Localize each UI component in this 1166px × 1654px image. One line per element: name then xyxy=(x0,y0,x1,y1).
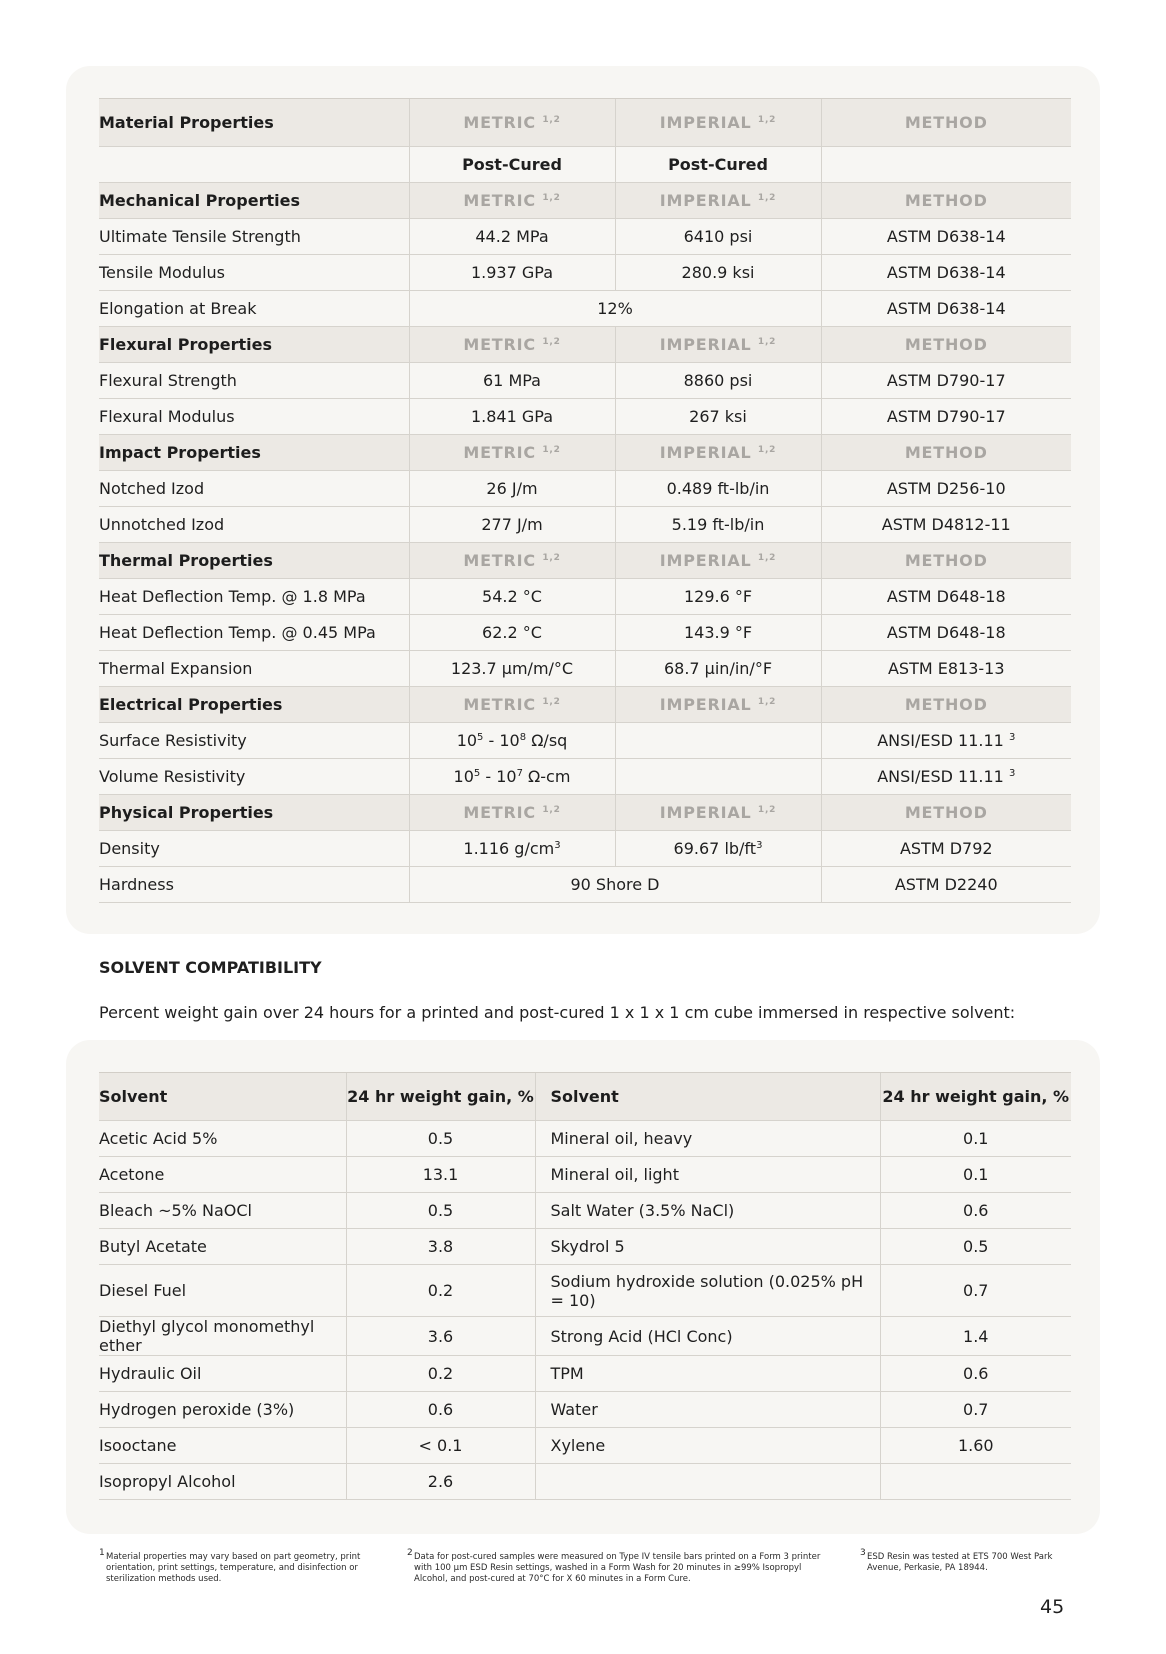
table-row: Elongation at Break 12% ASTM D638-14 xyxy=(99,291,1071,327)
table-row: Hydraulic Oil 0.2 TPM 0.6 xyxy=(99,1356,1071,1392)
table-row: Ultimate Tensile Strength 44.2 MPa 6410 psi ASTM D638-14 xyxy=(99,219,1071,255)
section-header-row: Physical Properties METRIC $^{1,2}$ IMPERIAL $^{1,2}$ METHOD xyxy=(99,795,1071,831)
section-title: Flexural Properties xyxy=(99,327,409,363)
gain-column-heading: 24 hr weight gain, % xyxy=(880,1073,1071,1121)
section-title: Physical Properties xyxy=(99,795,409,831)
solvent-compatibility-description: Percent weight gain over 24 hours for a printed and post-cured 1 x 1 x 1 cm cube immersed in respective solvent: xyxy=(99,1003,1016,1022)
post-cured-row xyxy=(99,147,1071,183)
table-row: Diethyl glycol monomethyl ether 3.6 Strong Acid (HCl Conc) 1.4 xyxy=(99,1317,1071,1356)
material-properties-heading: Material Properties xyxy=(99,99,409,147)
table-row: Hardness 90 Shore D ASTM D2240 xyxy=(99,867,1071,903)
table-row: Acetic Acid 5% 0.5 Mineral oil, heavy 0.1 xyxy=(99,1121,1071,1157)
table-row: Flexural Strength 61 MPa 8860 psi ASTM D790-17 xyxy=(99,363,1071,399)
table-row: Flexural Modulus 1.841 GPa 267 ksi ASTM D790-17 xyxy=(99,399,1071,435)
table-row: Hydrogen peroxide (3%) 0.6 Water 0.7 xyxy=(99,1392,1071,1428)
method-heading: METHOD xyxy=(821,99,1071,147)
table-row: Diesel Fuel 0.2 Sodium hydroxide solution (0.025% pH = 10) 0.7 xyxy=(99,1265,1071,1317)
section-header-row: Flexural Properties METRIC $^{1,2}$ IMPERIAL $^{1,2}$ METHOD xyxy=(99,327,1071,363)
table-header-row xyxy=(99,99,1071,147)
section-title: Mechanical Properties xyxy=(99,183,409,219)
footnote-3: 3 ESD Resin was tested at ETS 700 West Park Avenue, Perkasie, PA 18944. xyxy=(860,1548,1053,1573)
solvent-compatibility-title: SOLVENT COMPATIBILITY xyxy=(99,958,322,977)
table-row: Acetone 13.1 Mineral oil, light 0.1 xyxy=(99,1157,1071,1193)
material-properties-table xyxy=(99,98,1071,903)
footnote-1: 1 Material properties may vary based on part geometry, print orientation, print settings, temperature, and disinfection or sterilization methods used. xyxy=(99,1548,361,1584)
table-row: Tensile Modulus 1.937 GPa 280.9 ksi ASTM D638-14 xyxy=(99,255,1071,291)
table-row: Isooctane < 0.1 Xylene 1.60 xyxy=(99,1428,1071,1464)
gain-column-heading: 24 hr weight gain, % xyxy=(346,1073,535,1121)
table-row: Thermal Expansion 123.7 μm/m/°C 68.7 μin/in/°F ASTM E813-13 xyxy=(99,651,1071,687)
section-header-row: Mechanical Properties METRIC $^{1,2}$ IMPERIAL $^{1,2}$ METHOD xyxy=(99,183,1071,219)
metric-heading: METRIC $^{1,2}$ xyxy=(409,99,615,147)
table-header-row xyxy=(99,1073,1071,1121)
solvent-compatibility-table xyxy=(99,1072,1071,1500)
section-title: Electrical Properties xyxy=(99,687,409,723)
post-cured-metric: Post-Cured xyxy=(409,147,615,183)
imperial-heading: IMPERIAL $^{1,2}$ xyxy=(615,99,821,147)
section-header-row: Electrical Properties METRIC $^{1,2}$ IMPERIAL $^{1,2}$ METHOD xyxy=(99,687,1071,723)
properties-card xyxy=(66,66,1100,934)
solvent-column-heading: Solvent xyxy=(535,1073,880,1121)
section-header-row: Impact Properties METRIC $^{1,2}$ IMPERIAL $^{1,2}$ METHOD xyxy=(99,435,1071,471)
footnote-2: 2 Data for post-cured samples were measured on Type IV tensile bars printed on a Form 3 printer with 100 μm ESD Resin settings, washed in a Form Wash for 20 minutes in ≥99% Isopropyl Alcohol, and post-cured at 70°C for X 60 minutes in a Form Cure. xyxy=(407,1548,821,1584)
table-row: Volume Resistivity $10^5 - 10^7$ Ω-cm ANSI/ESD 11.11 $^3$ xyxy=(99,759,1071,795)
table-row: Isopropyl Alcohol 2.6 xyxy=(99,1464,1071,1500)
section-header-row: Thermal Properties METRIC $^{1,2}$ IMPERIAL $^{1,2}$ METHOD xyxy=(99,543,1071,579)
post-cured-imperial: Post-Cured xyxy=(615,147,821,183)
section-title: Impact Properties xyxy=(99,435,409,471)
table-row: Notched Izod 26 J/m 0.489 ft-lb/in ASTM D256-10 xyxy=(99,471,1071,507)
table-row: Bleach ~5% NaOCl 0.5 Salt Water (3.5% NaCl) 0.6 xyxy=(99,1193,1071,1229)
solvents-card xyxy=(66,1040,1100,1534)
table-row: Heat Deflection Temp. @ 1.8 MPa 54.2 °C 129.6 °F ASTM D648-18 xyxy=(99,579,1071,615)
table-row: Heat Deflection Temp. @ 0.45 MPa 62.2 °C 143.9 °F ASTM D648-18 xyxy=(99,615,1071,651)
table-row: Density 1.116 $g/cm^3$ 69.67 $lb/ft^3$ ASTM D792 xyxy=(99,831,1071,867)
table-row: Surface Resistivity $10^5 - 10^8$ Ω/sq ANSI/ESD 11.11 $^3$ xyxy=(99,723,1071,759)
solvent-column-heading: Solvent xyxy=(99,1073,346,1121)
page-number: 45 xyxy=(1040,1596,1065,1618)
table-row: Unnotched Izod 277 J/m 5.19 ft-lb/in ASTM D4812-11 xyxy=(99,507,1071,543)
section-title: Thermal Properties xyxy=(99,543,409,579)
table-row: Butyl Acetate 3.8 Skydrol 5 0.5 xyxy=(99,1229,1071,1265)
